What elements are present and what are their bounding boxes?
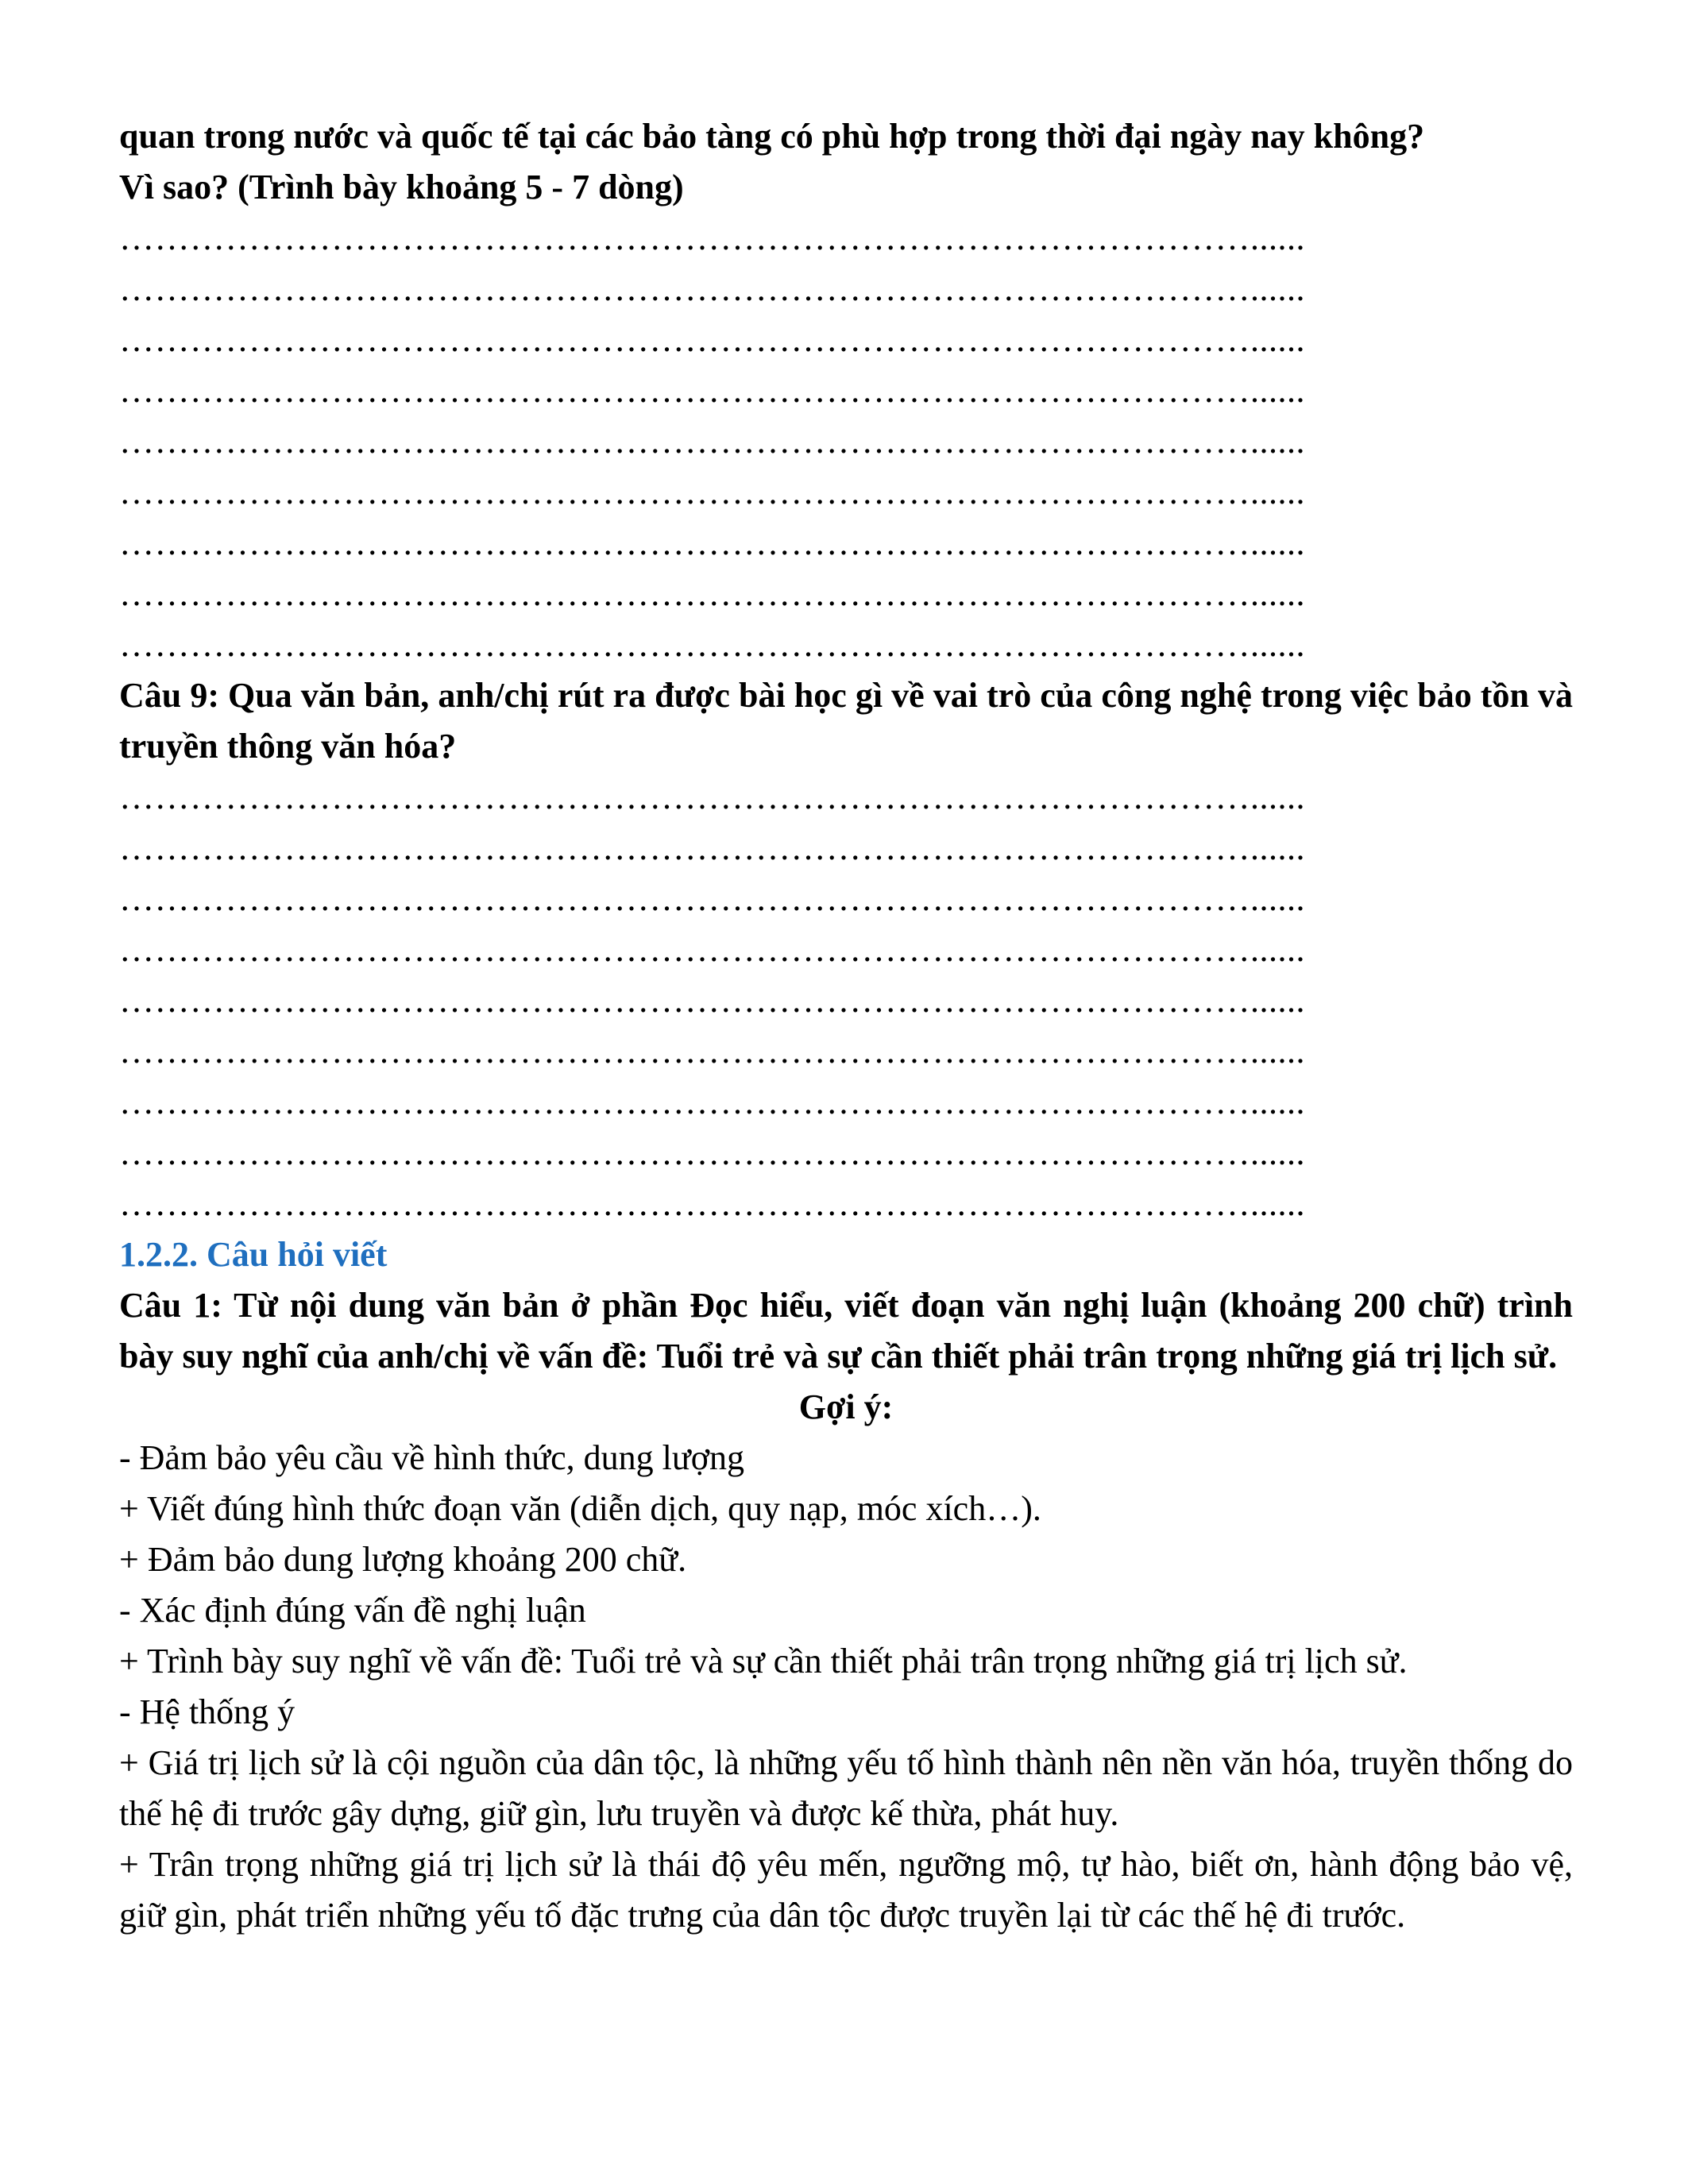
hint-item: - Xác định đúng vấn đề nghị luận [119,1591,586,1630]
answer-line: ……………………………………………………………………………………...... [119,523,1305,562]
hint-list [119,1433,1573,1941]
section-heading: 1.2.2. Câu hỏi viết [119,1235,388,1274]
hint-item: + Trân trọng những giá trị lịch sử là thái độ yêu mến, ngưỡng mộ, tự hào, biết ơn, hành động bảo vệ, giữ gìn, phát triển những yếu tố đặc trưng của dân tộc được truyền lại từ các thế hệ đi trước. [119,1845,1573,1935]
answer-line: ……………………………………………………………………………………...... [119,574,1305,613]
question8-continuation-line2: Vì sao? (Trình bày khoảng 5 - 7 dòng) [119,168,684,206]
answer-line: ……………………………………………………………………………………...... [119,981,1305,1020]
hint-title: Gợi ý: [798,1387,894,1426]
answer-line: ……………………………………………………………………………………...... [119,828,1305,867]
writing-question1-text: Câu 1: Từ nội dung văn bản ở phần Đọc hiểu, viết đoạn văn nghị luận (khoảng 200 chữ) trình bày suy nghĩ của anh/chị về vấn đề: Tuổi trẻ và sự cần thiết phải trân trọng những giá trị lịch sử. [119,1286,1573,1376]
hint-item: + Giá trị lịch sử là cội nguồn của dân tộc, là những yếu tố hình thành nên nền văn hóa, truyền thống do thế hệ đi trước gây dựng, giữ gìn, lưu truyền và được kế thừa, phát huy. [119,1743,1573,1833]
question8-continuation-line1: quan trong nước và quốc tế tại các bảo tàng có phù hợp trong thời đại ngày nay không? [119,117,1425,156]
answer-lines-question8 [119,213,1573,670]
answer-line: ……………………………………………………………………………………...... [119,778,1305,816]
answer-line: ……………………………………………………………………………………...... [119,473,1305,511]
answer-line: ……………………………………………………………………………………...... [119,269,1305,308]
answer-line: ……………………………………………………………………………………...... [119,625,1305,664]
hint-item: - Đảm bảo yêu cầu về hình thức, dung lượng [119,1438,744,1477]
answer-line: ……………………………………………………………………………………...... [119,371,1305,410]
answer-line: ……………………………………………………………………………………...... [119,422,1305,461]
hint-item: - Hệ thống ý [119,1692,295,1731]
hint-item: + Viết đúng hình thức đoạn văn (diễn dịch, quy nạp, móc xích…). [119,1489,1041,1528]
answer-line: ……………………………………………………………………………………...... [119,218,1305,257]
answer-line: ……………………………………………………………………………………...... [119,1082,1305,1121]
hint-item: + Đảm bảo dung lượng khoảng 200 chữ. [119,1540,687,1579]
document-page [119,111,1573,1941]
hint-item: + Trình bày suy nghĩ về vấn đề: Tuổi trẻ và sự cần thiết phải trân trọng những giá trị lịch sử. [119,1642,1408,1680]
answer-lines-question9 [119,772,1573,1229]
answer-line: ……………………………………………………………………………………...... [119,1032,1305,1071]
answer-line: ……………………………………………………………………………………...... [119,1184,1305,1223]
answer-line: ……………………………………………………………………………………...... [119,1133,1305,1172]
answer-line: ……………………………………………………………………………………...... [119,879,1305,918]
question9-text: Câu 9: Qua văn bản, anh/chị rút ra được bài học gì về vai trò của công nghệ trong việc bảo tồn và truyền thông văn hóa? [119,676,1573,766]
answer-line: ……………………………………………………………………………………...... [119,320,1305,359]
answer-line: ……………………………………………………………………………………...... [119,930,1305,969]
